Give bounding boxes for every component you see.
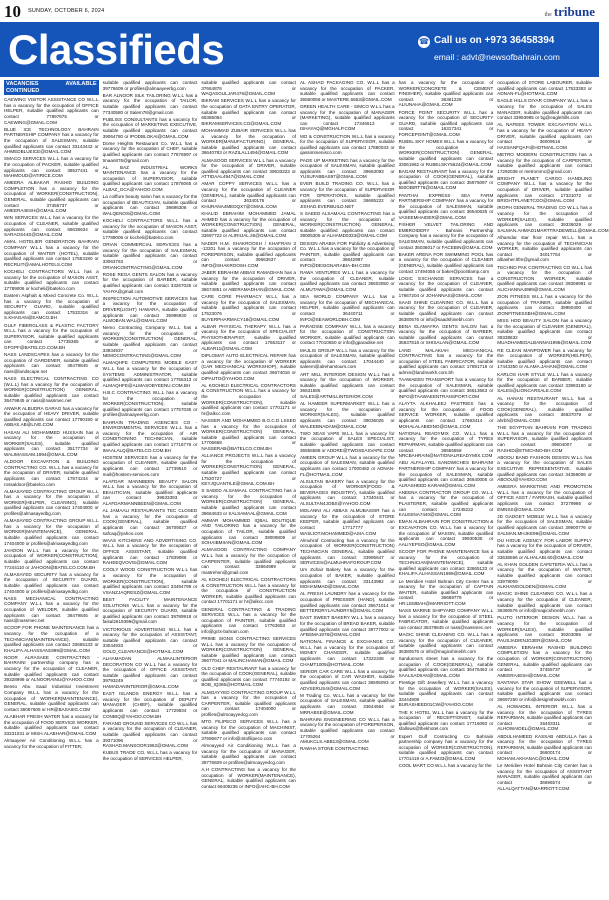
classified-ad: OLD CHEF RESTAURANT has a vacancy for the occupation of COOK(GENERAL), suitable qualified applicants can contact 77740192 or BOB_IQ365@HOTMAIL.COM xyxy=(201,665,296,688)
classified-ad: SAAD SHINE CLEANING CO. W.L.L has a vacancy for the occupation of CLEANER, suitable qualified applicants can contact 36380576 or info@saadshinebh.com xyxy=(398,299,494,322)
classified-ad: ABU ALFALAYEL SANDWICHES BAHRAINI PARTNERSHIP COMPANY has a vacancy for the occupation of SALESMAN, suitable qualified applicants can contact 36640005 or ALRASHEED.KARAM@GMAIL.COM xyxy=(398,460,494,488)
classified-ad: THE EGYPTIAN BAHRAIN FOR TRADING W.L.L has a vacancy for the occupation of SUPERVISOR, suitable qualified applicants can contact 39604007 or RASHID@ETMCHNO-BH.COM xyxy=(497,425,592,453)
classified-ad: MAJLIS GROUP W.L.L has a vacancy for the occupation of SALESMAN, suitable qualified applicants can contact 17044440 or saleem@alrehamtours.com xyxy=(299,347,395,370)
classified-ad: METRO MODERN CONSTRUCTION has a vacancy for the occupation of CARPENTER, suitable qualified applicants can contact 17292038 or metrommc@gmail.com xyxy=(497,151,592,174)
classified-ad: GREEN HEALTH CARE - SIMCO W.L.L has a vacancy for the occupation of MANAGER (MARKETING), suitable qualified applicants can contact 17346613 or ISHAYAQ@MGHALP.COM xyxy=(299,103,395,132)
classified-ad: KOCHELI CONTRACTORS W.L.L has a vacancy for the occupation of MASON ASST, suitable qualified applicants can contact 17789006 or kocheli@batelco.com xyxy=(4,268,99,291)
classified-ad: JAHOON W.L.L has a vacancy for the occupation of WORKER(CONSTRUCTION), suitable qualified applicants can contact 77244110 or JAHOON@BATELCO.COM.BH xyxy=(4,547,99,570)
classified-ad: NASS ELECTRICAL CONTRACTING CO (W.L.L) has a vacancy for the occupation of WORKER(CONSTRUCTION) GENERAL, suitable qualified applicants can contact 36479845 or nass@nassmec.net xyxy=(4,376,99,404)
classified-ad: MOLANNI ALI ABBAS ALMUBASSIR has a vacancy for the occupation of STORE KEEPER, suitable qualified applicants can contact 17717777 or WASLIOT.MOHAMMED@ASIA.COM xyxy=(299,508,395,536)
classified-ad: S SAEED ALSAMAAL CONTRACTING has a vacancy for the occupation of WORKER(CONSTRUCTION) GENERAL, suitable qualified applicants can contact 39664633 or SALSAMAAL@GMAIL.COM xyxy=(201,488,296,516)
classified-ad: Le Meridien Hotel Bahrain City Center has a vacancy for the occupation of CAPTAIN WAITER, suitable qualified applicants can contact 36669779 or HR.LEMBAH@MARRIOTT.COM xyxy=(398,578,494,606)
classified-ad: NATIONAL FINANCE & EXCHANGE CO. W.L.L has a vacancy for the occupation of MONEY CHANGER, suitable qualified applicants can contact 17322348 or CHAMT1005@HOTMAIL.COM xyxy=(299,639,395,667)
classified-ad: ART MILL INTERIOR DESIGN W.L.L has a vacancy for the occupation of WORKER, suitable qualified applicants can contact 36631585 or SALES@ARTMILLINTERIOR.COM xyxy=(299,371,395,399)
classified-ad: ALAYTA ALKHALEEJ PASTRIES has a vacancy for the occupation of FOOD SERVICE WORKER, suitable qualified applicants can contact 17663414 or MOHALALABIDINO@GMAIL.COM xyxy=(398,401,494,429)
classified-ad: ALDOOR EXCAVATION & BUILDING CONTRACTING CO. W.L.L has a vacancy for the occupation of DRIVER, suitable qualified applicants can contact 17874244 or rossaldoor@batelco.com xyxy=(4,459,99,487)
classified-ad: has a vacancy for the occupation of WORKER(CONCRETE & CEMENT FINISHER), suitable qualified applicants can contact 36361228 or ALIUNAHA@GMAIL.COM xyxy=(398,80,494,108)
classified-ad: Expert Gulf Contracting Co Bahraini partnership company has a vacancy for the occupation of WORKER(CONSTRUCTION), suitable qualified applicants can contact 17701419 or A.FAM33@GMAIL.COM xyxy=(398,733,494,761)
classified-ad: PANTHAI EXPRESS SEA FARM PARTNERSHIP COMPANY has a vacancy for the occupation of SALESMAN, suitable qualified applicants can contact 36540635 or VASEEMHAIDER@GMAIL.COM xyxy=(398,192,494,221)
classified-columns xyxy=(4,80,609,898)
classified-ad: NADER H.M. SHAKROOSH / KHAFRAN 3 -13201 has a vacancy for the occupation of FOREPERSON, suitable qualified applicants can contact 39663637 or INFO@SHAKROOSH.COM xyxy=(201,240,296,268)
classified-ad: AL KOOHEJI ELECTRICAL CONTRACTORS & CONSTRUCTION W.L.L has a vacancy for the occupation of WORKER(CONSTRUCTION), suitable qualified applicants can contact 17701171 or hr@alkcc.com xyxy=(201,382,296,416)
classified-ad: DIPLOMAT AUTO ELECTRICAL REPAIR has a vacancy for the occupation of WORKER (CAR MECHANICAL WORKSHOP), suitable qualified applicants can contact 36674016 or DIPAUTO@YAHOO.COM xyxy=(201,353,296,381)
classified-ad: DU HIGUE AGENCY FOR LABOR SUPPLY has a vacancy for the occupation of DRIVER, suitable qualified applicants can contact 33636566 or ALHALABI.60@GMAIL.COM xyxy=(497,537,592,560)
classified-ad: EAST SWEET BAKERY W.L.L has a vacancy for the occupation of BREAD BAKER, suitable qualified applicants can contact 39777002 or AFBSMA1978@GMAIL.COM xyxy=(299,615,395,638)
classified-ad: AL FRESH LAUNDRY has a vacancy for the occupation of PRESSER (HAND), suitable qualified applicants can contact 36671014 or BETTERDRYLAUNDRY5@GMAIL.COM xyxy=(299,591,395,614)
classified-ad: ROSE REGA GENTS SALON has a vacancy for the occupation of BARBER, suitable qualified applicants can contact 33267025 or YAHYA@gmail.com xyxy=(102,271,198,294)
classified-ad: BAGAM RESTAURANT has a vacancy for the occupation of COOK(GENERAL), suitable qualified applicants can contact 35975097 or 550OBIRT76@GMAIL.COM xyxy=(398,168,494,191)
classified-ad: IROPH GENERAL TRADING CO W.L.L has a vacancy for the occupation of WORKER(SALES), suitable qualified applicants can contact 39336029 or SALMAN.AHMAD1MARTTRADEWELL@GMAIL.COM xyxy=(497,205,609,233)
classified-ad: PARADISE COMPANY W.L.L has a vacancy for the occupation of CONSTRUCTION WORKER, suitable qualified applicants can contact 77010550 or info@gparadise.net xyxy=(299,323,395,346)
classified-ad: TWO SEAS VAPE W.L.L has a vacancy for the occupation of SALES SPECIALIST, suitable qualified applicants can contact 36555588 or ADDRE@TWOSEASVAPE.COM xyxy=(299,430,395,453)
classified-ad: BRIGHT PLANET CARGO HANDLING COMPANY W.L.L has a vacancy for the occupation of DRIVER, suitable qualified applicants can contact 17331072 or BRIGHTPLANETCGO@GMAIL.COM xyxy=(497,175,592,204)
classified-ad: PUBLISS CONSULTANTS has a vacancy for the occupation of MARKETING EXECUTIVE, suitable qualified applicants can contact 39064780 or IPODBLOKAI@GMAIL.COM xyxy=(102,116,198,139)
classified-ad: GULF FIBERGLASS & PLASTIC FACTORY W.L.L has a vacancy for the occupation of SUPERVISOR, suitable qualified applicants can contact 17735365 or GFGPF@BATELCO.COM.BH xyxy=(4,322,99,350)
classified-ad: THE K HOTEL W.L.L has a vacancy for the occupation of RECEPTIONIST, suitable qualified applicants can contact 17716060 or sfallows@thekhotel.com xyxy=(398,709,494,732)
classifieds-banner xyxy=(0,22,599,77)
classified-ad: JABER EBRAHIM ABBAS RAMADHAN has a vacancy for the occupation of DRIVER, suitable qualified applicants can contact 36674851 or ABERAMADHAN@GMAIL.COM xyxy=(201,270,296,292)
classified-ad: MTO FILIPECO SERVICES W.L.L has a vacancy for the occupation of MACHINIST, suitable qualified applicants can contact 37696677 or info@mtofilipeco.com xyxy=(201,719,296,741)
classified-ad: AMEERA EBRAHIM RASHID BUILDING COMPLETION has a vacancy for the occupation of WORKER(CONSTRUCTION) GENERAL, suitable qualified applicants can contact 37455737 or AMEERA4ESH@GMAIL.COM xyxy=(497,644,592,678)
classified-ad: Eastern Asphalt & Mixed Concrete Co. W.L.L has a vacancy for the occupation of SECURITY GUARD, suitable qualified applicants can contact 17532316 or S.KHAGAN@EAMCO.BH xyxy=(4,292,99,321)
vacancies-heading: VACANCIES AVAILABLE CONTINUED xyxy=(6,81,97,94)
classified-ad: SERIOR CAR CARE W.L.L has a vacancy for the occupation of CAR WASHER, suitable qualified applicants can contact 36505093 or ADVSERUS4I@GMAIL.COM xyxy=(299,668,395,691)
classified-ad: ANEENA CONTRACTOR GROUP CO. W.L.L has a vacancy for the occupation of PLASTERER, suitable qualified applicants can contact 17245222 or KALEENA7440@GMAIL.COM xyxy=(398,489,494,518)
classified-ad: AL ASHAD PACKAGING CO. W.L.L has a vacancy for the occupation of PACKER, suitable qualified applicants can contact 36560056 or MASTERE.6663@GMAIL.COM xyxy=(299,80,395,102)
classified-ad: ANWAR ALBUDRA GARAG has a vacancy for the occupation of HEAVY DRIVER, suitable qualified applicants can contact 17790190 or ABBAS.AB@LIVE.COM xyxy=(4,405,99,428)
classified-ad: WAAS KITCHENS AND ADVERTISING CO. W.L.L has a vacancy for the occupation of OFFICE ASSISTANT, suitable qualified applicants can contact 17839086 or RAHEEQVOVIS@GMAIL.COM xyxy=(102,537,198,566)
classified-ad: DESIGN ARABIA FOR Publicity & Advertising Co. W.L.L has a vacancy for the occupation of PAINTER, suitable qualified applicants can contact 36642987 or INFO@DESIGNARABIA-BH.COM xyxy=(299,240,395,268)
classified-ad: JD GADGET MOBILE W.L.L has a vacancy for the occupation of SALESMAN, suitable qualified applicants can contact 39900776 or SALMAN.MHJKE99@GMAIL.COM xyxy=(497,513,592,536)
classified-ad: CARE CORE PHARMACY W.L.L has a vacancy for the occupation of SALESMAN, suitable qualified applicants can contact 17523076 or BUYERPHARMACY18@GMAIL.COM xyxy=(201,294,296,322)
classified-ad: BENA ELAMAYRA GENTS SALON has a vacancy for the occupation of BARBER, suitable qualified applicants can contact 36637816 or SHISALAN@GMAIL.COM xyxy=(398,323,494,346)
classified-ad: HASAN ALI MOHAMMED HUSSAIN has a vacancy for the occupation of WORKER(SALES), suitable qualified applicants can contact 35177734 or WALIMASSAM.1994@GMAIL.COM xyxy=(4,429,99,457)
classified-ad: NATIONAL READYMIX CO. W.L.L has a vacancy for the occupation of TYRES REPAIRMAN, suitable qualified applicants can contact 36555558 or NRCBAHRAIN@NATIONALREADYMIX.COM xyxy=(398,430,494,459)
classified-ad: ALAFDAR MANNBEEN BEAUTY SALON W.L.L has a vacancy for the occupation of BEAUTICIAN, suitable qualified applicants can contact 39633393 or ALAFDARMANNBEEN@GMAIL.COM xyxy=(102,478,198,507)
classified-ad: MAGIC SHINE CLEANING CO. W.L.L has a vacancy for the occupation of CLEANER, suitable qualified applicants can contact 36380576 or info@magicshinebh.com xyxy=(398,632,494,654)
classified-ad: COOL MART CO W.L.L has a vacancy for the xyxy=(398,763,492,769)
classified-ad: suitable qualified applicants can contact 37664876 or WAQASGULJAR476@GMAIL.COM xyxy=(201,80,296,97)
classified-ad: BLUE ICE TECHNOLOGY BAHRAIN PARTNERSHIP COMPANY has a vacancy for the occupation of SALESMAN, suitable qualified applicants can contact 33143442 or AHMEDBLUEICE@GMAIL.COM xyxy=(4,126,99,155)
classified-ad: NOOR ALRASAEE CONTRACTING - BAHRAINI partnership company has a vacancy for the occupation of CLEANER, suitable qualified applicants can contact 39328999 or ALNOORAINU@YAHOO.COM xyxy=(4,654,99,683)
classified-ad: MAGIC SHINE CLEANING CO. W.L.L has a vacancy for the occupation of CLEANER, suitable qualified applicants can contact 36380576 or info@magicshinebh.com xyxy=(497,591,592,614)
column-4 xyxy=(300,80,395,898)
classified-ad: HOSTEM SERVICES has a vacancy for the occupation of CLEANER, suitable qualified applicants can contact 17739510 or mail@hostem-services.com xyxy=(102,454,198,477)
classified-ad: COOLY WOOD CONSTRUCTION W.L.L has a vacancy for the occupation of WORKER(CONSTRUCTION), suitable qualified applicants can contact 33494799 or VSANZJAQRESZ@GMAIL.COM xyxy=(102,567,198,595)
classified-ad: AL HAMEER SUPERMARKET W.L.L has a vacancy for the occupation of WORKER(SALES), suitable qualified applicants can contact 39036026 or WALEEBNADAM@GMAIL.COM xyxy=(299,401,395,429)
classified-ad: AMMAR MOHAMMED IQBAL BOUTIQUE AND TAILORING has a vacancy for the occupation of TAILOR, suitable qualified applicants can contact 39009809 or SOHAIBMIIAN@GMAIL.COM xyxy=(201,517,296,546)
classified-ad: SCOOP FOR PHONE MAINTENANCE has a vacancy for the occupation of a TECHNICIAN(MAINTENANCE), suitable qualified applicants can contact 33665133 or KHALIFA.ALHASSAN1999@GMAIL.COM xyxy=(4,625,99,653)
classified-ad: EVER BUILD TRADING CO. W.L.L has a vacancy for the occupation of SUPERVISOR FOR OPERATIONS, suitable qualified applicants can contact 36685222 or JISHAD.EVERBUILD.NET xyxy=(299,181,395,209)
classified-ad: KOCHELI CONTRACTORS W.L.L has a vacancy for the occupation of MASON ASST, suitable qualified applicants can contact 17789006 or kocheli@batelco.com xyxy=(102,218,198,240)
classified-ad: NASSER AND MOHAMMED B.O.C.D LSSED has a vacancy for the occupation of WORKER(CONSTRUCTION) GENERAL, suitable qualified applicants can contact 17706668 or NASSERAB@BATELCO.COM.BH xyxy=(201,417,296,451)
classified-ad: ZION FITNESS W.L.L has a vacancy for the occupation of TRAINER, suitable qualified applicants can contact 39950400 or ZIONFITNESSBH@GMAIL.COM xyxy=(497,294,592,316)
classified-ad: PRIME SIGNS CONTRACTING SERVICES W.L.L has a vacancy for the occupation of WORKER(CONSTRUCTION) GENERAL, suitable qualified applicants can contact 36677041 or MALINCHAMAN@GMAIL.COM xyxy=(201,636,296,664)
section-title: Classifieds xyxy=(8,26,225,73)
classified-ad: KARLOS HAIR STYLE W.L.L has a vacancy for the occupation of BARBER, suitable qualified applicants can contact 33993180 or SALES@LIONCARSALE.COM xyxy=(497,371,592,394)
phone-icon: ☎ xyxy=(419,37,429,46)
classified-ad: Sandunna's street has a vacancy for the occupation of COOK(GENERAL), suitable qualified applicants can contact 36476463 or SAALSADIIAN@GMAIL.COM xyxy=(398,656,494,678)
classified-ad: EMAN ALBAHRAIN FOR CONSTRUCTION & EXCAVATION CO. W.L.L has a vacancy for the occupation of MASON, suitable qualified applicants can contact 39930535 or AALIYEPSO@GMAIL.COM xyxy=(398,519,494,547)
newspaper-logo xyxy=(544,4,595,20)
classified-ad: AL KHAN GOLDEN CAFETERIA W.L.L has a vacancy for the occupation of WAITER, suitable qualified applicants can contact 33979009 or ALKHANGOLDEN@GMAIL.COM xyxy=(497,561,592,590)
classified-ad: AMAL HOTELIER GENERATION BAHRAIN COMPANY W.L.L has a vacancy for the occupation of WAITER (HOTEL), suitable qualified applicants can contact 17553190 or RECRUIT@AMALHOTELS.COM xyxy=(4,239,99,267)
column-1 xyxy=(4,80,99,898)
classified-ad: RAWA VENTURES W.L.L has a vacancy for the occupation of CLEANER, suitable qualified applicants can contact 36603050 or ALMUTAWA@GMAIL.COM xyxy=(299,270,395,292)
classified-ad: ALMASAYED SECURITY has a vacancy for the occupation of SECURITY GUARD, suitable qualified applicants can contact 17404000 or profiles@almasayedbg.com xyxy=(4,571,99,594)
classified-ad: LAND MALAKIAH MECHANICAL CONTRACTING has a vacancy for the occupation of STEEL FABRICATOR, suitable qualified applicants can contact 17891718 or admin@landmarkh.com.bh xyxy=(398,347,494,376)
classified-ad: ORIAN COMMERCIAL SERVICES has a vacancy for the occupation of SALESMAN, suitable qualified applicants can contact 33063763 or ORIANCOMTRACTING@GMAIL.COM xyxy=(102,242,198,270)
classified-ad: ALABHAR FRESH WATER has a vacancy for the occupation of FOOD SERVICE WORKER, suitable qualified applicants can contact 33231031 or MISH.ALABHAR@GMAIL.COM xyxy=(4,714,99,736)
classified-ad: S SAEED ALSAMAAL CONTRACTING has a vacancy for the occupation of WORKER(CONSTRUCTION) GENERAL, suitable qualified applicants can contact 39005305 or ALHAMD0333@GMAIL.COM xyxy=(299,211,395,239)
classified-ad: NASS MARINE SHIPYARD COMPANY W.L.L has a vacancy for the occupation of STEEL FABRICATOR, suitable qualified applicants can contact 36479845 or nass@nassmec.net xyxy=(398,608,494,630)
classified-ad: ALSULTAN BAKERY has a vacancy for the occupation of WORKER(FOOD & BEVERAGES INDUSTRY), suitable qualified applicants can contact 17340441 or ALSULTAN4JOBS@YAHOO.COM xyxy=(299,478,395,507)
classified-ad: PAGE UP MARKETING has a vacancy for the occupation of SALESMAN, suitable qualified applicants can contact 39663093 or YUSUFABBAS97@GMAIL.COM xyxy=(299,157,395,180)
classified-ad: ALMAQHFE COMPUTERS MOBILE EAST W.L.L has a vacancy for the occupation of SYSTEMS ADMINISTRATOR, suitable qualified applicants can contact 17755313 or ALMAQHFE@ALMASOBYEENU.COM.BH xyxy=(102,360,198,388)
classified-ad: EAGLE HILLS DIYAR COMPANY W.L.L has a vacancy for the occupation of SALES MANAGER, suitable qualified applicants can contact 33993985 or bg@eaglehills.com xyxy=(497,98,592,121)
classified-ad: MOHAMMAD ZUBAIR SERVICES W.L.L has a vacancy for the occupation of WORKER(MANUFACTURING) GENERAL, suitable qualified applicants can contact 36640783 or RAZILAL1494@GMAIL.COM xyxy=(201,127,296,156)
classified-ad: TAAWAEEN TRANSPORT has a vacancy for the occupation of SALESMAN, suitable qualified applicants can contact 36613663 or INFO@TAAWAEENTRANSPORT.COM xyxy=(398,377,494,399)
classified-ad: SEA WORLD COMPANY W.L.L has a vacancy for the occupation of MECHANICAL HELPER, suitable qualified applicants can contact 36440711 or INFO@SEAWORLDBH.COM xyxy=(299,294,395,322)
classified-ad: ALMASAYED CONTRACTING GROUP W.L.L has a vacancy for the occupation of WORKER(MAINTENANCE), GENERAL, suitable qualified applicants can contact 17404000 or profiles@almasayedbg.com xyxy=(4,518,99,546)
classified-ad: BAHRAIN TRADING AGENCIES CO - ENVIRONMENTAL SERVICES W.L.L has a vacancy for the occupation of AIR CONDITIONING TECHNICIAN, suitable qualified applicants can contact 17716776 or IMAALALQ@BATELCO.COM.BH xyxy=(102,419,198,453)
classified-ad: RAWHA STONE CONTRACTING xyxy=(299,746,369,752)
classified-ad: Almuhraf Contracting has a vacancy for the occupation of WORKER(CONSTRUCTION) TECHNICIAN GENERAL, suitable qualified applicants can contact 33995647 or SERVICES@ALMUHRAFGROUP.COM xyxy=(299,537,395,566)
classified-ad: ABOOU BAND FASHION DESIGN W.L.L has a vacancy for the occupation of SALES EXECUTIVE REPRESENTATIVE, suitable qualified applicants can contact 34356006 or ABOOU@YAHOO.COM xyxy=(497,454,592,483)
classified-ad: TECHNO PAK CONTRACTING CO W.L.L has a vacancy for the occupation of CONSTRUCTION WORKER, suitable qualified applicants can contact 39306991 or ALICHANNA4999@GMAIL.COM xyxy=(497,264,592,292)
classified-ad: Almaayeer Air Conditioning W.L.L has a vacancy for the occupation of FITTER, xyxy=(4,737,99,749)
brand-prefix: the xyxy=(544,12,552,18)
classified-ad: BIKRAM SERVICES W.L.L has a vacancy for the occupation of DATA ENTRY OPERATOR, suitable qualified applicants can contact 66386084 or BIKRAMSERVICES.CO@GMAIL.COM xyxy=(201,98,296,126)
classified-ad: MO & CONSTRUCTION W.L.L has a vacancy for the occupation of SUPERVISOR, suitable qualified applicants can contact 17880033 or qassimmenisco.com xyxy=(299,133,395,156)
classified-ad: La coiffure beauty salon has a vacancy for the occupation of BEAUTICIAN, suitable qualified applicants can contact 39696306 or WALQENOS@GMAIL.COM xyxy=(102,194,198,217)
classified-ad: WIN SERVICES W.L.L has a vacancy for the occupation of CLEANER, suitable qualified applicants can contact 66638634 or SARAOS44S@GMAIL.COM xyxy=(4,215,99,238)
classified-ad: RE CLEAN MANPOWER has a vacancy for the occupation of WORKER(HELPER), suitable qualified applicants can contact 17443350 or ALAMA.JAHAN@GMAIL.COM xyxy=(497,347,592,370)
classified-ad: BAHRAINI ENGINEERING CO W.L.L has a vacancy for the occupation of FOREPERSON, suitable qualified applicants can contact 17705264 or AMUKCLS.ABB13@GMAIL.COM xyxy=(299,716,395,745)
classified-ad: A.H CONTRACTING has a vacancy for the occupation of WORKER(MAINTENANCE), GENERAL, suitable qualified applicants can contact 66409236 or INFO@AHC-BH.COM xyxy=(201,767,296,789)
classified-ad: ALMASAYED CONTRACTING GROUP W.L.L has a vacancy for the occupation of WORKER(HELPER, CLEANING), suitable qualified applicants can contact 17404000 or profiles@almasayedbg.com xyxy=(4,488,99,517)
column-5 xyxy=(399,80,494,898)
classified-ad: occupation of STORE LABOURER, suitable qualified applicants can contact 17533393 or ADNAN-FL@HOTMAIL.COM xyxy=(497,80,592,97)
classified-ad: FISHER VELVET TAILORING AND EMBROIDERY - Bahraini Partnership Company has a vacancy for the occupation of SALESMAN, suitable qualified applicants can contact 35036017 or FACEBIN@GMAIL.COM xyxy=(398,222,494,250)
classified-ad: Dome Heights Restaurant Co. W.L.L has a vacancy for the occupation of CHEF, suitable qualified applicants can contact 77576997 or tmaan876@gmail.com xyxy=(102,140,198,163)
classified-ad: BAR ALNOOR SILK TAILORING W.L.L has a vacancy for the occupation of TAILOR, suitable qualified applicants can contact 77340580 or Salem78@gmail.com xyxy=(102,92,198,115)
classified-ad: INSPECTION AUTOMOTIVE SERVICES has a vacancy for the occupation of DRIVER(LIGHT) HAWARA, suitable qualified applicants can contact 35996930 or ALMOBAN.WAL@GMAIL.COM xyxy=(102,295,198,324)
classified-ad: Alhamdar star floor repair W.L.L has a vacancy for the occupation of TECHNICIAN WORKER, suitable qualified applicants can contact 34017754 or albasher.ltfm@gmail.com xyxy=(497,235,592,263)
classified-ad: ALLIANCE PROJECTS W.L.L has a vacancy for the occupation of WORKER(CONSTRUCTION) GENERAL, suitable qualified applicants can contact 17520727 or KEYJQUANTILE@GMAIL.COM.BH xyxy=(201,453,296,487)
classified-ad: AMAR COPPY SERVICES W.L.L has a vacancy for the occupation of CLEANER (GENERAL), suitable qualified applicants can contact 36340176 or KHURANA4MEDQX7@GMAIL.COM xyxy=(201,181,296,209)
classified-ad: AL HOWAIDEL INTERIOR W.L.L has a vacancy for the occupation of TYRES REPAIRMAN, suitable qualified applicants can contact 36403311 or ALHOWAIDEL@GMAIL.COM xyxy=(497,704,592,732)
call-number: Call us on +973 36458394 xyxy=(434,35,555,46)
classified-ad: VICTORIOUS ADVERTISING W.L.L has a vacancy for the occupation of ASSISTANT, suitable qualified applicants can contact 33044933 or GOLD_CLEARANCE@HOTMAIL.COM xyxy=(102,626,198,654)
classified-ad: NASS MECHANICAL CONTRACTING COMPANY W.L.L has a vacancy for the occupation of WELDER, suitable qualified applicants can contact 36479845 or nass@nassmec.net xyxy=(4,595,99,624)
classified-ad: KUBUS TRADE CO. W.L.L has a vacancy for the occupation of SERVICES HELPER, xyxy=(102,750,198,761)
classified-ad: M Trading Co. W.L.L has a vacancy for the occupation of SALESMAN, suitable qualified applicants can contact 33644564 or MRRABSE@GMAIL.COM xyxy=(299,692,395,715)
classified-ad: BAKER ARENA FOR SWIMMING POOL has a vacancy for the occupation of CLEANER (GENERAL), suitable qualified applicants can contact 17494055 or baker@pool4lamp.com xyxy=(398,251,494,274)
classified-ad: Almoayyed Air Conditioning W.L.L has a vacancy for the occupation of MANAGER, suitable qualified applicants can contact 39776609 or profiles@almoayyedcg.com xyxy=(201,743,296,765)
classified-ad: H.B.C CONTRACTING W.L.L has a vacancy for the occupation of WORKER(CONSTRUCTION), suitable qualified applicants can contact 17757036 or profiles@almaayeerbg.com xyxy=(102,390,198,418)
classified-ad: AL KOOHEJI ELECTRICAL CONTRACTORS & CONSTRUCTION W.L.L has a vacancy for the occupation of CONSTRUCTION WORKER, suitable qualified applicants can contact 17701171 or hr@alkcc.com xyxy=(201,576,296,605)
classified-ad: RUBEL SKY HOMES W.L.L has a vacancy for the occupation of WORKER(CONSTRUCTION) GENERAL, suitable qualified applicants can contact 33061962 or RUBELSKY5624@GMAIL.COM xyxy=(398,139,494,167)
classified-ad: EAST ISLANDS ENERGY W.L.L has a vacancy for the occupation of DEPUTY MANAGER (CHIEF), suitable qualified applicants can contact 17729934 or CONBIQ@YAHOO.COM.BH xyxy=(102,691,198,719)
classified-ad: LOGIC EXCHANGE SERVICES has a vacancy for the occupation of CLEANER, suitable qualified applicants can contact 17667204 or JOHANNAS@GMAIL.COM xyxy=(398,275,494,298)
classified-ad: ALHAMADAN ALMAALINTERIOR DECORATION CO W.L.L has a vacancy for the occupation of OFFICE ASSISTANT, suitable qualified applicants can contact 39793249 or HAMADANINTERIOR@GMAIL.COM xyxy=(102,656,198,690)
contact-email: email : advt@newsofbahrain.com xyxy=(434,52,560,62)
column-2 xyxy=(103,80,198,898)
page-header xyxy=(0,0,599,22)
classified-ad: suitable qualified applicants can contact 39776609 or profiles@almaayeerbg.com xyxy=(102,80,198,91)
classified-ad: SANTANA STAR SHOW GEEWELL has a vacancy for the occupation of SUPERVISOR, suitable qualified applicants can contact 36697250 or info@designshowbh.com xyxy=(497,680,592,702)
classified-ad: AMEERA ALBAKAR RASHID BUILDING COMPLETION has a vacancy for the occupation of WORKER(CONSTRUCTION), GENERAL, suitable qualified applicants can contact 37455737 or AMEERA4ESH@GMAIL.COM xyxy=(4,180,99,214)
classified-ad: Um Zuhair Bakery has a vacancy for the occupation of BAKER, suitable qualified applicants can contact 33143992 or MOHAMMAD@GMAIL.COM xyxy=(299,567,395,590)
classified-ad: Le Meridien Hotel Bahrain City Center has a vacancy for the occupation of ASSISTANT MANAGER, suitable qualified applicants can contact 36696574 or ALLALQATTAN@MARRIOTT.COM xyxy=(497,763,592,791)
classified-ad: ALMASOOD CONTRACTING COMPANY W.L.L has a vacancy for the occupation of CARPENTER, suitable qualified applicants can contact 33664989 or mastrehsn@gmail.com xyxy=(201,547,296,575)
classified-ad: FARAND GROUND SERVICES CO W.L.L has a vacancy for the occupation of CLEANER, suitable qualified applicants can contact 39371096 or RASHAD.MANSOOR1962@GMAIL.COM xyxy=(102,720,198,749)
classified-ad: AMEERA MARKETING AND PROMOTION W.L.L has a vacancy for the occupation of OFFICE ASST / FARRASH, suitable qualified applicants can contact 37279986 or EMNSS@GMAIL.COM xyxy=(497,484,592,512)
column-3 xyxy=(201,80,296,898)
brand-name: tribune xyxy=(553,4,595,19)
classified-ad: NASS LANDSCAPES has a vacancy for the occupation of GARDENER, suitable qualified applicants can contact 36479845 or nass@landscape.net xyxy=(4,352,99,374)
classified-ad: Prestige Gift Jewellery W.L.L has a vacancy for the occupation of WORKER(SALES), suitable qualified applicants can contact 33444908 or BURASHEED01CW@YAHOO.COM xyxy=(398,680,494,708)
classified-ad: AL HANAN RESTAURANT W.L.L has a vacancy for the occupation of COOK(GENERAL), suitable qualified applicants can contact 36637079 or ahrbh@GMAIL.COM xyxy=(497,395,592,423)
classified-ad: FORCE POINT SECURITY W.L.L has a vacancy for the occupation of SECURITY GUARD, suitable qualified applicants can contact 16317341 or FORCEPOINT@GMAIL.COM xyxy=(398,109,494,137)
classified-ad: SMACO SERVICES W.L.L has a vacancy for the occupation of PACKER, suitable qualified applicants can contact 36527441 or MAHMOUD@ATIRICE.COM xyxy=(4,156,99,179)
classified-ad: MISS HOD BEAUTY SALON has a vacancy for the occupation of CLEANER (GENERAL), suitable qualified applicants can contact 39338632 or MUADHAMEDALBANNAI1995@GMAIL.COM xyxy=(497,318,592,346)
classified-ad: AL BAZ INDUSTRIAL WORKS MAINTENANCE has a vacancy for the occupation of SUPERVISOR, suitable qualified applicants can contact 17876065 or ALBAZ_GCA@YAHOO.COM xyxy=(102,164,198,193)
page-number: 10 xyxy=(4,2,21,21)
classified-ad: ALMASOOD SERVICES W.L.L has a vacancy for the occupation of DRIVER, suitable qualified applicants can contact 39633223 or ATTIDAAL4947@GMAIL.COM xyxy=(201,157,296,180)
classified-ad: PLUTO INTERIOR DESIGN W.L.L has a vacancy for the occupation of WORKER(SALES), suitable qualified applicants can contact 39203085 or PAUSJADIENJG3ER@GMAIL.COM xyxy=(497,615,592,643)
classified-ad: KHALID EBRAHIM MOHAMMED JAMAL AHMED has a vacancy for the occupation of WORKER(CONSTRUCTION) GENERAL, suitable qualified applicants can contact 33697722 or ALIRIIJAL.26@GMAIL.COM xyxy=(201,211,296,239)
classified-ad: AMEEN GROUP W.L.L has a vacancy for the occupation of SALESMAN, suitable qualified applicants can contact 17000482 or ADNAN-FL@HOTMAIL.COM xyxy=(299,454,395,477)
classified-ad: ALBAR PHYSICAL THERAPY W.L.L has a vacancy for the occupation of SPECIALIST PHYSIOTHERAPIST, suitable qualified applicants can contact 17553117 or ALBAR11@GMAIL.COM xyxy=(201,323,296,352)
page-date: SUNDAY, OCTOBER 6, 2024 xyxy=(28,8,105,14)
classified-ad: ALMOAYYED CONTRACTING GROUP W.L.L has a vacancy for the occupation of CARPENTER, suitable qualified applicants can contact 17404000 or profiles@almoayyedcg.com xyxy=(201,689,296,717)
classified-ad: SCOOP FOR PHONE MAINTENANCE has a vacancy for the occupation of TECHNICIAN(MAINTENANCE), suitable qualified applicants can contact 33665133 or KHALIFA.ALHASSAN1999@GMAIL.COM xyxy=(398,549,494,577)
classified-ad: GENERAL CONTRACTING & TRADING SERVICES W.L.L has a vacancy for the occupation of PAINTER, suitable qualified applicants can contact 17763653 or info@gcts-bahrain.com xyxy=(201,606,296,634)
classified-ad: AL JAMAALI RESTAURANTS TEC CLOSED has a vacancy for the occupation of COOK(GENERAL), suitable qualified applicants can contact 36709027 or safcaq@yahoo.com xyxy=(102,508,198,536)
classified-ad: Benso Abu Saad Industrial Investment Company W.L.L has a vacancy for the occupation of WORKER(MAINTENANCE), GENERAL, suitable qualified applicants can contact 36067605 or HR@BASAIIIG.COM xyxy=(4,684,99,712)
classified-ad: Nemo Contracting Company W.L.L has a vacancy for the occupation of WORKER(CONSTRUCTION) GENERAL, suitable qualified applicants can contact 33934937 or NEMOCONTRACTING@GMAIL.COM xyxy=(102,325,198,359)
classified-ad: AL NAFEES TOWER EXCAVATION W.L.L has a vacancy for the occupation of HEAVY DRIVER, suitable qualified applicants can contact 36009516 or HASSANFQAFI@HOTMAIL.COM xyxy=(497,122,592,150)
classified-ad: CAEWING VISITOR ASSISTANCE CO W.L.L has a vacancy for the occupation of OFFICE HELPER, suitable qualified applicants can contact 77897675 or CAEWING@GMAIL.COM xyxy=(4,97,99,125)
column-6 xyxy=(497,80,609,898)
classified-ad: ABDULHAMEED KASSAB ABDULLA has a vacancy for the occupation of TYRES REPAIRMAN, suitable qualified applicants can contact 36600174 or MOHAM.AKHANAC@GMAIL.COM xyxy=(497,733,592,761)
classified-ad: BEST FACILITY MAINTENANCE SOLUTIONS W.L.L has a vacancy for the occupation of SECURITY GUARD, suitable qualified applicants can contact 39789918 or faisal2619399@gmail.com xyxy=(102,596,198,625)
